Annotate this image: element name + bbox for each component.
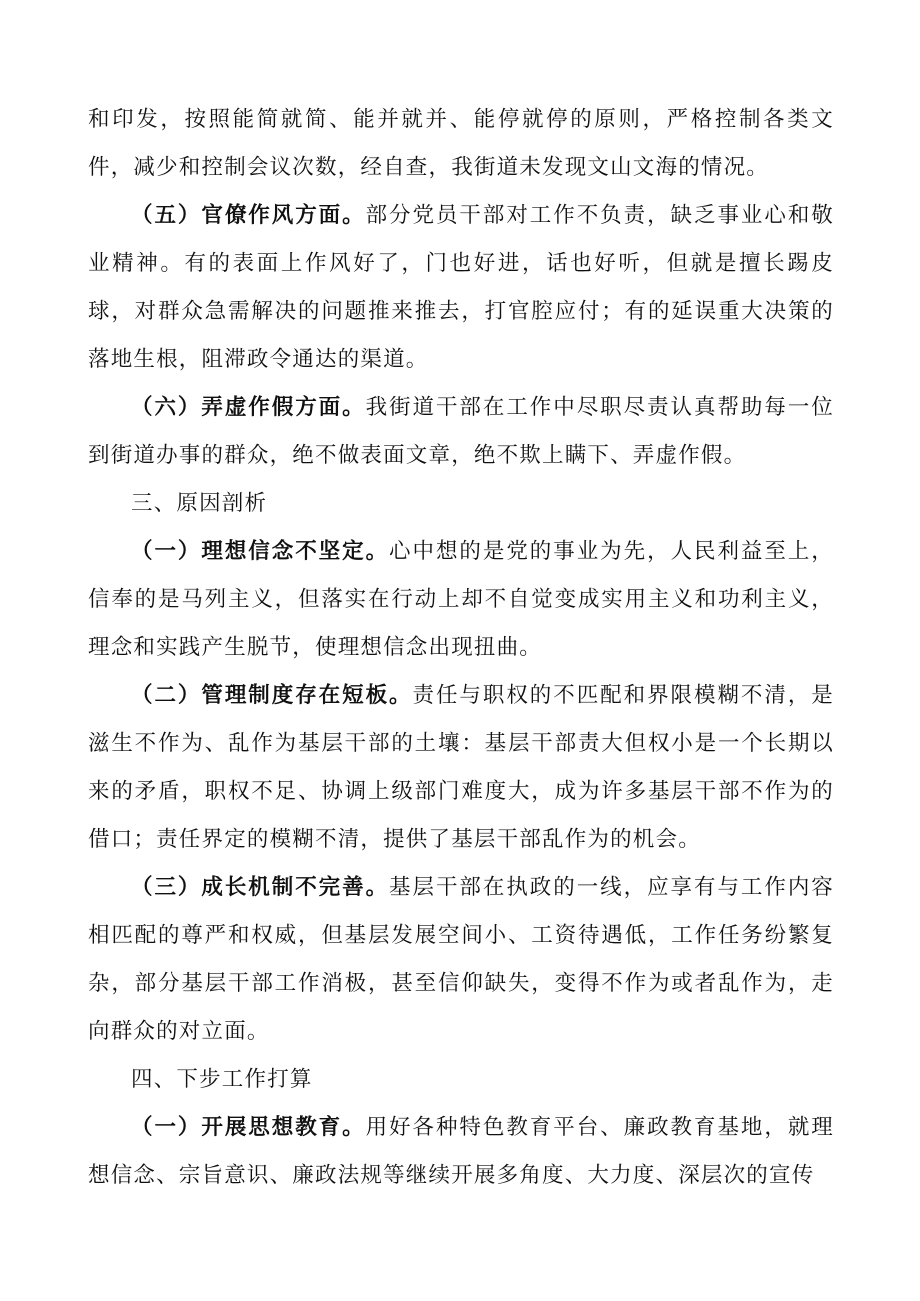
paragraph-cause-3 bbox=[88, 864, 834, 1056]
paragraph-bold-lead: （一）理想信念不坚定。 bbox=[131, 539, 390, 564]
document-page bbox=[88, 96, 834, 1200]
paragraph-bold-lead: （三）成长机制不完善。 bbox=[131, 875, 390, 900]
paragraph-item-6 bbox=[88, 384, 834, 480]
paragraph-bold-lead: （二）管理制度存在短板。 bbox=[131, 683, 413, 708]
paragraph-text: 部分党员干部对工作不负责，缺乏事业心和敬业精神。有的表面上作风好了，门也好进，话也好听，但就是擅长踢皮球，对群众急需解决的问题推来推去，打官腔应付；有的延误重大决策的落地生根，阻滞政令通达的渠道。 bbox=[88, 203, 834, 372]
paragraph-cause-1 bbox=[88, 528, 834, 672]
paragraph-text: 用好各种特色教育平台、廉政教育基地，就理想信念、宗旨意识、廉政法规等继续开展多角度、大力度、深层次的宣传 bbox=[88, 1115, 834, 1188]
paragraph-item-5 bbox=[88, 192, 834, 384]
paragraph-plan-1 bbox=[88, 1104, 834, 1200]
paragraph-bold-lead: （六）弄虚作假方面。 bbox=[131, 395, 366, 420]
paragraph-text: 责任与职权的不匹配和界限模糊不清，是滋生不作为、乱作为基层干部的土壤：基层干部责大但权小是一个长期以来的矛盾，职权不足、协调上级部门难度大，成为许多基层干部不作为的借口；责任界定的模糊不清，提供了基层干部乱作为的机会。 bbox=[88, 683, 834, 852]
paragraph-bold-lead: （一）开展思想教育。 bbox=[131, 1115, 366, 1140]
paragraph-text: 基层干部在执政的一线，应享有与工作内容相匹配的尊严和权威，但基层发展空间小、工资待遇低，工作任务纷繁复杂，部分基层干部工作消极，甚至信仰缺失，变得不作为或者乱作为，走向群众的对立面。 bbox=[88, 875, 834, 1044]
section-heading-4: 四、下步工作打算 bbox=[131, 1067, 313, 1092]
paragraph-text: 心中想的是党的事业为先，人民利益至上，信奉的是马列主义，但落实在行动上却不自觉变成实用主义和功利主义，理念和实践产生脱节，使理想信念出现扭曲。 bbox=[88, 539, 834, 660]
section-heading-3: 三、原因剖析 bbox=[131, 491, 268, 516]
paragraph-text: 我街道干部在工作中尽职尽责认真帮助每一位到街道办事的群众，绝不做表面文章，绝不欺上瞒下、弄虚作假。 bbox=[88, 395, 834, 468]
paragraph-text: 和印发，按照能简就简、能并就并、能停就停的原则，严格控制各类文件，减少和控制会议次数，经自查，我街道未发现文山文海的情况。 bbox=[88, 107, 834, 180]
paragraph-continuation bbox=[88, 96, 834, 192]
paragraph-bold-lead: （五）官僚作风方面。 bbox=[131, 203, 366, 228]
paragraph-cause-2 bbox=[88, 672, 834, 864]
